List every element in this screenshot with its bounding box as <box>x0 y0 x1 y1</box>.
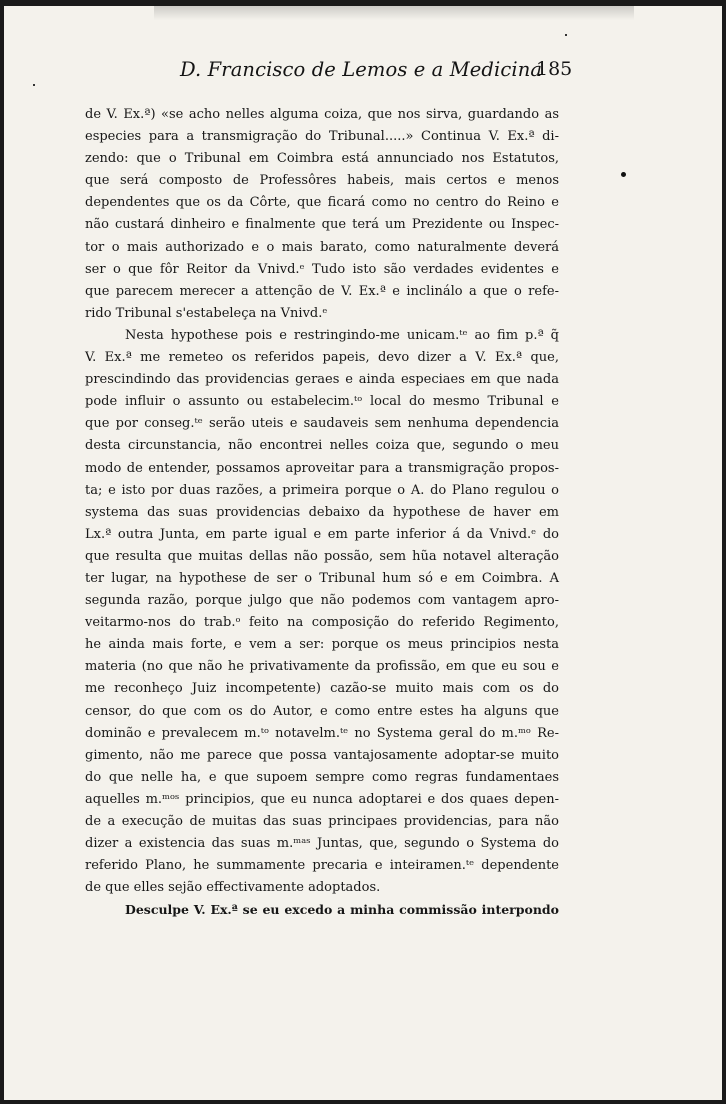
text-line: que será composto de Professôres habeis, mais certos e menos <box>85 173 559 189</box>
text-line: que parecem merecer a attenção de V. Ex.ª e inclinálo a que o refe- <box>85 283 559 299</box>
text-line: materia (no que não he privativamente da profissão, em que eu sou e <box>85 659 559 675</box>
text-line: dependentes que os da Côrte, que ficará como no centro do Reino e <box>85 195 559 211</box>
text-line: não custará dinheiro e finalmente que terá um Prezidente ou Inspec- <box>85 217 559 233</box>
text-line: segunda razão, porque julgo que não podemos com vantagem apro- <box>85 593 559 609</box>
text-line: he ainda mais forte, e vem a ser: porque os meus principios nesta <box>85 637 559 653</box>
paragraph <box>85 104 559 325</box>
text-line: tor o mais authorizado e o mais barato, como naturalmente deverá <box>85 239 559 255</box>
text-line: aquelles m.ᵐᵒˢ principios, que eu nunca adoptarei e dos quaes depen- <box>85 791 559 807</box>
text-line: modo de entender, possamos aproveitar para a transmigração propos- <box>85 460 559 476</box>
text-line: prescindindo das providencias geraes e ainda especiaes em que nada <box>85 372 559 388</box>
text-line: de que elles sejão effectivamente adoptados. <box>85 880 381 896</box>
text-line: Lx.ª outra Junta, em parte igual e em parte inferior á da Vnivd.ᵉ do <box>85 526 559 542</box>
text-line: que resulta que muitas dellas não possão, sem hũa notavel alteração <box>85 548 559 564</box>
body-text <box>85 104 559 921</box>
ink-speck <box>33 84 35 86</box>
ink-speck <box>565 34 567 36</box>
text-line: systema das suas providencias debaixo da hypothese de haver em <box>85 504 559 520</box>
text-line: Desculpe V. Ex.ª se eu excedo a minha commissão interpondo <box>125 902 559 918</box>
text-line: desta circunstancia, não encontrei nelles coiza que, segundo o meu <box>85 438 559 454</box>
text-line: veitarmo-nos do trab.ᵒ feito na composição do referido Regimento, <box>85 615 559 631</box>
text-line: ta; e isto por duas razões, a primeira porque o A. do Plano regulou o <box>85 482 559 498</box>
text-line: de V. Ex.ª) «se acho nelles alguma coiza, que nos sirva, guardando as <box>85 107 559 122</box>
text-line: me reconheço Juiz incompetente) cazão-se muito mais com os do <box>85 681 559 697</box>
text-line: ter lugar, na hypothese de ser o Tribunal hum só e em Coimbra. A <box>85 570 559 586</box>
text-line: rido Tribunal s'estabeleça na Vnivd.ᵉ <box>85 305 328 321</box>
text-line: censor, do que com os do Autor, e como entre estes ha alguns que <box>85 703 559 719</box>
text-line: dominão e prevalecem m.ᵗᵒ notavelm.ᵗᵉ no Systema geral do m.ᵐᵒ Re- <box>85 725 559 741</box>
paragraph <box>85 899 559 921</box>
text-line: referido Plano, he summamente precaria e inteiramen.ᵗᵉ dependente <box>85 858 559 874</box>
text-line: que por conseg.ᵗᵉ serão uteis e saudaveis sem nenhuma dependencia <box>85 416 559 432</box>
text-line: de a execução de muitas das suas principaes providencias, para não <box>85 814 559 829</box>
paragraph <box>85 325 559 899</box>
running-header-title: D. Francisco de Lemos e a Medicina <box>180 58 543 81</box>
scan-shadow <box>154 6 634 20</box>
text-line: pode influir o assunto ou estabelecim.ᵗᵒ local do mesmo Tribunal e <box>85 394 559 410</box>
text-line: ser o que fôr Reitor da Vnivd.ᵉ Tudo isto são verdades evidentes e <box>85 261 559 277</box>
page-number: 185 <box>536 58 573 80</box>
text-line: gimento, não me parece que possa vantajosamente adoptar-se muito <box>85 747 559 763</box>
book-page <box>4 6 722 1100</box>
text-line: dizer a existencia das suas m.ᵐᵃˢ Juntas, que, segundo o Systema do <box>85 836 559 852</box>
text-line: do que nelle ha, e que supoem sempre como regras fundamentaes <box>85 769 559 785</box>
text-line: V. Ex.ª me remeteo os referidos papeis, devo dizer a V. Ex.ª que, <box>85 350 559 366</box>
text-line: Nesta hypothese pois e restringindo-me unicam.ᵗᵉ ao fim p.ª q̃ <box>125 327 559 343</box>
text-line: especies para a transmigração do Tribunal.....» Continua V. Ex.ª di- <box>85 129 559 145</box>
ink-speck <box>621 172 626 177</box>
text-line: zendo: que o Tribunal em Coimbra está annunciado nos Estatutos, <box>85 151 559 167</box>
